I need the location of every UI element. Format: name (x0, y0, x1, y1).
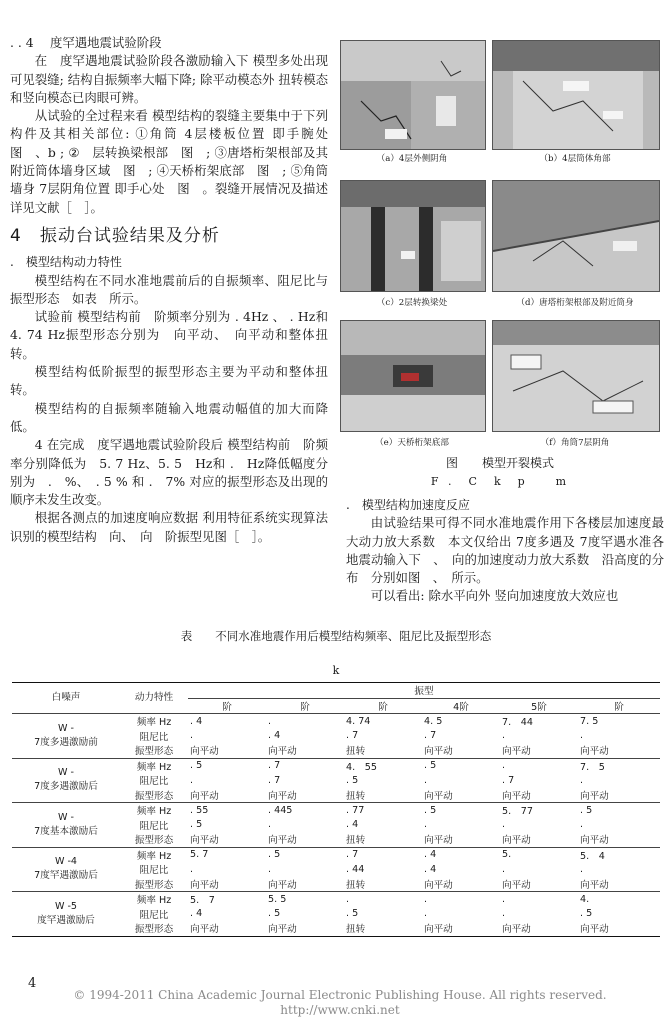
table-cell: 扭转 (346, 835, 366, 847)
table-cell: . (190, 730, 194, 742)
paragraph: 可以看出: 除水平向外 竖向加速度放大效应也 (370, 588, 619, 604)
header-property: 动力特性 (134, 692, 174, 703)
table-cell: 向平动 (268, 879, 297, 891)
paragraph: 在 度罕遇地震试验阶段各激励输入下 模型多处出现可见裂缝; 结构自振频率大幅下降; 除平动模态外 扭转模态和竖向模态已肉眼可辨。 (10, 53, 328, 105)
left-column (10, 34, 341, 546)
section-4-heading: 4 振动台试验结果及分析 (10, 225, 220, 246)
table-cell: 向平动 (424, 746, 453, 758)
table-cell: . (502, 908, 506, 920)
header-mode: 阶 (300, 701, 310, 713)
table-cell: 向平动 (580, 835, 609, 847)
section-4-1-heading: . 模型结构动力特性 (10, 255, 122, 270)
table-cell: 向平动 (268, 924, 297, 936)
table-cell: . (580, 863, 584, 875)
table-cell: . 4 (346, 819, 359, 831)
photo-d (492, 180, 660, 292)
table-cell: 向平动 (268, 790, 297, 802)
table-cell: . (502, 819, 506, 831)
table-cell: . 4 (424, 863, 437, 875)
paragraph: 试验前 模型结构前 阶频率分别为 . 4Hz 、 . Hz和 4. 74 Hz振型形态分别为 向平动、 向平动和整体扭转。 (10, 309, 341, 361)
table-cell: . 7 (424, 730, 437, 742)
table-cell: . 4 (188, 714, 266, 729)
section-4-2-heading: . 模型结构加速度反应 (346, 498, 470, 512)
table-cell: . 4 (268, 730, 281, 742)
table-cell: 扭转 (346, 746, 366, 758)
table-cell: 向平动 (268, 746, 297, 758)
table-cell: . (500, 758, 578, 773)
table-cell: . 7 (346, 730, 359, 742)
paragraph: 根据各测点的加速度响应数据 利用特征系统实现算法识别的模型结构 向、 向 阶振型见图［ ］。 (10, 510, 328, 544)
property-label: 阻尼比 (139, 820, 169, 832)
table-cell: 4. 74 (344, 714, 422, 729)
table-cell: . 5 (580, 908, 593, 920)
table-cell: . (580, 730, 584, 742)
table-cell: . 55 (188, 803, 266, 818)
condition-code: W - (58, 811, 74, 823)
table-cell: . (422, 892, 500, 907)
table-body (12, 714, 660, 937)
paragraph: 模型结构低阶振型的振型形态主要为平动和整体扭转。 (10, 364, 328, 398)
table-cell: . 5 (346, 774, 359, 786)
table-row (12, 758, 660, 773)
condition-label: 7度基本激励后 (34, 825, 98, 837)
condition-label: 7度多遇激励后 (34, 781, 98, 793)
table-title: 表 不同水准地震作用后模型结构频率、阻尼比及振型形态 (180, 629, 492, 643)
table-cell: . 5 (422, 803, 500, 818)
table-cell: 5. 5 (266, 892, 344, 907)
table-cell: 4. 55 (344, 758, 422, 773)
photo-b (492, 40, 660, 150)
table-cell: . (424, 908, 428, 920)
table-cell: . 4 (190, 908, 203, 920)
table-cell: 5. (500, 847, 578, 862)
condition-code: W -4 (54, 856, 78, 868)
table-cell: 7. 5 (578, 714, 660, 729)
table-cell: . (424, 819, 428, 831)
table-cell: . 445 (266, 803, 344, 818)
table-cell: . (190, 863, 194, 875)
table-cell: 4. (578, 892, 660, 907)
table-cell: 向平动 (580, 790, 609, 802)
table-cell: . (580, 819, 584, 831)
table-cell: 向平动 (424, 924, 453, 936)
table-cell: 向平动 (502, 879, 531, 891)
page-number: 4 (28, 976, 37, 991)
photo-f (492, 320, 660, 432)
table-cell: . (502, 863, 506, 875)
table-cell: . (268, 819, 272, 831)
table-cell: 7. 44 (500, 714, 578, 729)
property-label: 振型形态 (134, 790, 174, 802)
condition-cell (12, 803, 120, 848)
photo-a (340, 40, 486, 150)
property-label: 振型形态 (134, 746, 174, 758)
paragraph: 模型结构在不同水准地震前后的自振频率、阻尼比与振型形态 如表 所示。 (10, 272, 328, 306)
figure-title: 图 模型开裂模式 (445, 456, 554, 470)
header-mode: 阶 (222, 701, 232, 713)
table-cell: 向平动 (502, 835, 531, 847)
table-cell: . (500, 892, 578, 907)
condition-label: 7度多遇激励前 (34, 736, 98, 748)
property-label: 频率 Hz (120, 847, 188, 862)
table-cell: 向平动 (580, 924, 609, 936)
property-label: 振型形态 (134, 879, 174, 891)
condition-label: 度罕遇激励后 (37, 914, 95, 926)
paragraph: 由试验结果可得不同水准地震作用下各楼层加速度最大动力放大系数 本文仅给出 7度多遇及 7度罕遇水准各地震动输入下 、 向的加速度动力放大系数 沿高度的分布 分别如图 、 所示。 (346, 515, 664, 586)
table-cell: . 5 (268, 908, 281, 920)
table-cell: 向平动 (190, 790, 219, 802)
property-label: 振型形态 (134, 835, 174, 847)
header-mode-group: 振型 (188, 683, 660, 699)
table-cell: 5. 4 (578, 847, 660, 862)
table-cell: . 5 (422, 758, 500, 773)
table-cell: 向平动 (424, 879, 453, 891)
right-column (346, 496, 664, 606)
caption-d: （d）唐塔桁架根部及附近筒身 (516, 298, 634, 308)
condition-cell (12, 714, 120, 759)
property-label: 振型形态 (134, 924, 174, 936)
table-cell: . (580, 774, 584, 786)
condition-cell (12, 847, 120, 892)
table-subtitle: k (332, 664, 340, 677)
table-cell: . 77 (344, 803, 422, 818)
table-cell: 5. 7 (188, 847, 266, 862)
table-cell: . 5 (190, 819, 203, 831)
header-mode: 5阶 (531, 701, 547, 713)
table-cell: . (190, 774, 194, 786)
property-label: 频率 Hz (120, 803, 188, 818)
table-cell: 向平动 (190, 879, 219, 891)
property-label: 阻尼比 (139, 731, 169, 743)
table-cell: 向平动 (190, 746, 219, 758)
table-cell: . 5 (266, 847, 344, 862)
table-cell: 向平动 (424, 790, 453, 802)
table-cell: . (344, 892, 422, 907)
property-label: 阻尼比 (139, 909, 169, 921)
condition-code: W - (58, 722, 74, 734)
header-noise: 白噪声 (51, 692, 81, 703)
condition-label: 7度罕遇激励后 (34, 870, 98, 882)
caption-e: （e）天桥桁架底部 (375, 438, 449, 448)
table-cell: . (502, 730, 506, 742)
table-cell: 5. 7 (188, 892, 266, 907)
table-cell: . 7 (266, 758, 344, 773)
table-cell: . 5 (578, 803, 660, 818)
condition-code: W - (58, 767, 74, 779)
table-cell: 向平动 (580, 746, 609, 758)
property-label: 频率 Hz (120, 892, 188, 907)
header-mode: 4阶 (453, 701, 469, 713)
table-cell: . 5 (346, 908, 359, 920)
table-row (12, 803, 660, 818)
table-cell: . 44 (346, 863, 365, 875)
table-row (12, 847, 660, 862)
table-cell: . (266, 714, 344, 729)
condition-cell (12, 892, 120, 937)
caption-b: （b）4层筒体角部 (539, 154, 611, 164)
table-cell: 扭转 (346, 879, 366, 891)
table-cell: . (424, 774, 428, 786)
table-cell: 向平动 (424, 835, 453, 847)
table-cell: . 5 (188, 758, 266, 773)
property-label: 频率 Hz (120, 758, 188, 773)
table-cell: . 4 (422, 847, 500, 862)
figure-subtitle: F . C k p m (430, 475, 570, 488)
table-cell: 向平动 (580, 879, 609, 891)
table-cell: . 7 (344, 847, 422, 862)
table-row (12, 892, 660, 907)
property-label: 频率 Hz (120, 714, 188, 729)
paragraph: 模型结构的自振频率随输入地震动幅值的加大而降低。 (10, 400, 328, 434)
table-cell: 向平动 (502, 924, 531, 936)
table-cell: . (268, 863, 272, 875)
table-cell: 7. 5 (578, 758, 660, 773)
caption-f: （f）角筒7层阴角 (540, 438, 610, 448)
header-mode: 阶 (378, 701, 388, 713)
photo-e (340, 320, 486, 432)
header-mode: 阶 (614, 701, 624, 713)
section-3-4-heading: . . 4 度罕遇地震试验阶段 (10, 35, 162, 50)
condition-cell (12, 758, 120, 803)
table-cell: 向平动 (190, 835, 219, 847)
property-label: 阻尼比 (139, 776, 169, 788)
photo-c (340, 180, 486, 292)
table-cell: 向平动 (268, 835, 297, 847)
modal-table (12, 682, 660, 937)
table-row (12, 714, 660, 729)
table-cell: 向平动 (502, 746, 531, 758)
table-cell: 扭转 (346, 790, 366, 802)
table-cell: . 7 (268, 774, 281, 786)
table-cell: 4. 5 (422, 714, 500, 729)
copyright-line: © 1994-2011 China Academic Journal Electronic Publishing House. All rights reserved. http://www.cnki.net (73, 988, 623, 1017)
property-label: 阻尼比 (139, 865, 169, 877)
table-cell: 向平动 (190, 924, 219, 936)
caption-a: （a）4层外侧阴角 (376, 154, 448, 164)
paragraph: 4 在完成 度罕遇地震试验阶段后 模型结构前 阶频率分别降低为 5. 7 Hz、5. 5 Hz和 . Hz降低幅度分别为 . %、 . 5 % 和 . 7% 对应的振型形态及出现的顺序未发生改变。 (10, 437, 328, 508)
caption-c: （c）2层转换梁处 (376, 298, 448, 308)
paragraph: 从试验的全过程来看 模型结构的裂缝主要集中于下列构件及其相关部位: ①角筒 4层楼板位置 即手腕处 图 、b ; ② 层转换梁根部 图 ; ③唐塔桁架根部及其附近筒体墙身区域 图 ; ④天桥桁架底部 图 ; ⑤角筒墙身 7层阴角位置 即手心处 图 。裂缝开展情况及描述详见文献［ ］。 (10, 108, 341, 215)
table-cell: 向平动 (502, 790, 531, 802)
table-cell: . 7 (502, 774, 515, 786)
table-cell: 扭转 (346, 924, 366, 936)
table-cell: 5. 77 (500, 803, 578, 818)
condition-code: W -5 (54, 900, 78, 912)
